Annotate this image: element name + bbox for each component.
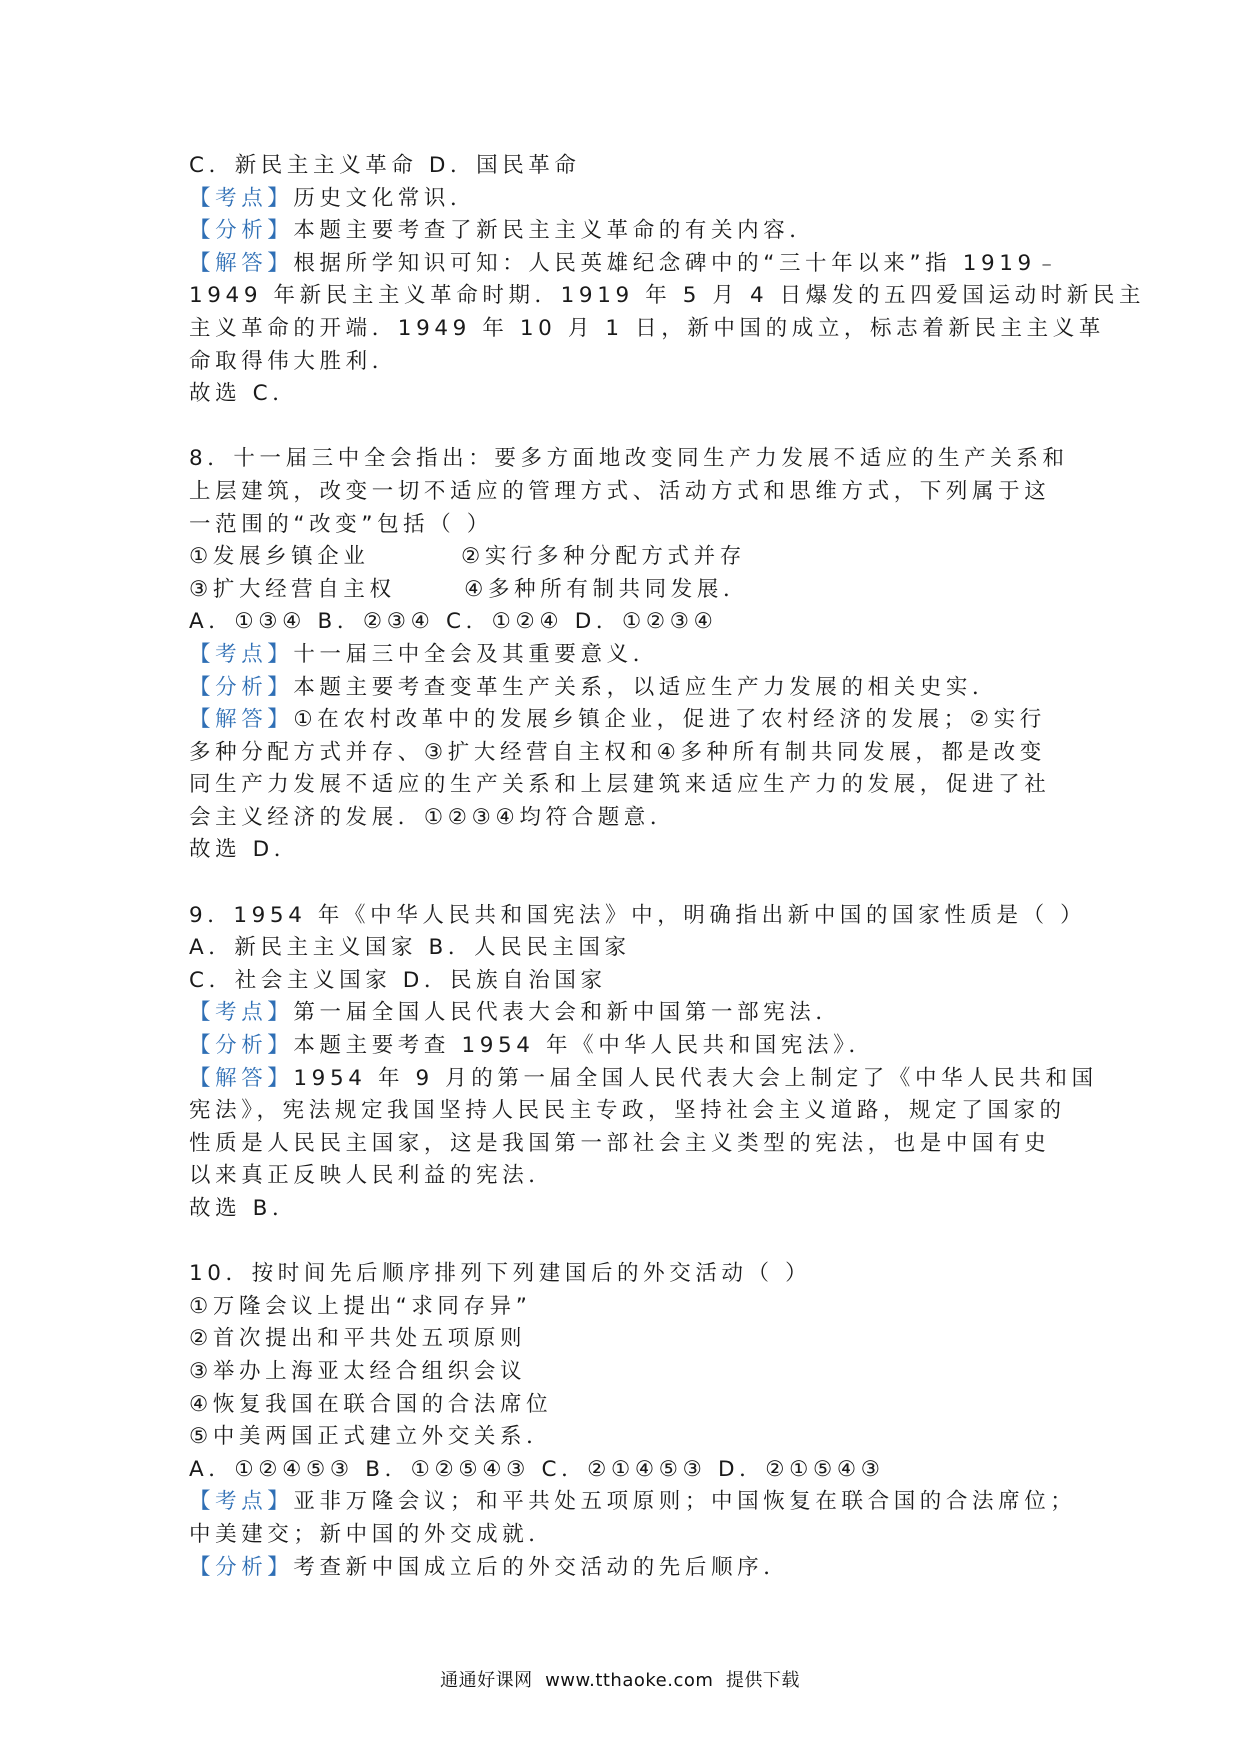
q9-options-cd: C．社会主义国家 D．民族自治国家 (189, 967, 607, 993)
document-body (189, 150, 1146, 1584)
spacer (189, 867, 1059, 900)
q8-stem-line-2: 上层建筑，改变一切不适应的管理方式、活动方式和思维方式，下列属于这 (189, 478, 1051, 504)
q9-options-ab: A．新民主主义国家 B．人民民主国家 (189, 935, 631, 961)
q8-fenxi-text: 本题主要考查变革生产关系，以适应生产力发展的相关史实． (293, 674, 999, 700)
q8-item-line-2: ③扩大经营自主权 ④多种所有制共同发展． (189, 576, 750, 602)
q10-fenxi (189, 1552, 1059, 1585)
q8-fenxi (189, 672, 1059, 705)
q9-kaodian (189, 997, 1059, 1030)
q7-answer: 故选 C． (189, 381, 299, 407)
kaodian-tag: 【考点】 (189, 641, 294, 667)
q8-kaodian (189, 639, 1059, 672)
fenxi-tag: 【分析】 (189, 218, 294, 244)
q8-answer: 故选 D． (189, 837, 300, 863)
q7-jieda-line-2: 1949 年新民主主义革命时期．1919 年 5 月 4 日爆发的五四爱国运动时新民主 (189, 283, 1146, 309)
q7-jieda-line-3: 主义革命的开端．1949 年 10 月 1 日，新中国的成立，标志着新民主主义革 (189, 315, 1105, 341)
jieda-tag: 【解答】 (189, 250, 294, 276)
kaodian-tag: 【考点】 (189, 185, 294, 211)
q8-jieda-line-4: 会主义经济的发展．①②③④均符合题意． (189, 804, 676, 830)
q7-fenxi (189, 215, 1059, 248)
q9-jieda-line-3: 性质是人民民主国家，这是我国第一部社会主义类型的宪法，也是中国有史 (189, 1130, 1051, 1156)
q10-item-2: ②首次提出和平共处五项原则 (189, 1326, 527, 1352)
jieda-tag: 【解答】 (189, 1065, 294, 1091)
q7-jieda-text-1: 根据所学知识可知：人民英雄纪念碑中的“三十年以来”指 1919﹣ (293, 250, 1062, 276)
q10-item-5: ⑤中美两国正式建立外交关系． (189, 1424, 553, 1450)
q8-jieda (189, 704, 1059, 737)
q9-stem: 9．1954 年《中华人民共和国宪法》中，明确指出新中国的国家性质是（ ） (189, 902, 1087, 928)
q9-kaodian-text: 第一届全国人民代表大会和新中国第一部宪法． (293, 1000, 842, 1026)
q10-item-3: ③举办上海亚太经合组织会议 (189, 1358, 527, 1384)
q8-jieda-text-1: ①在农村改革中的发展乡镇企业，促进了农村经济的发展；②实行 (293, 707, 1046, 733)
jieda-tag: 【解答】 (189, 707, 294, 733)
kaodian-tag: 【考点】 (189, 1489, 294, 1515)
q9-jieda-line-2: 宪法》，宪法规定我国坚持人民民主专政，坚持社会主义道路，规定了国家的 (189, 1098, 1066, 1124)
fenxi-tag: 【分析】 (189, 674, 294, 700)
q10-options: A．①②④⑤③ B．①②⑤④③ C．②①④⑤③ D．②①⑤④③ (189, 1456, 885, 1482)
q7-jieda-line-4: 命取得伟大胜利． (189, 348, 398, 374)
q7-kaodian (189, 183, 1059, 216)
q7-kaodian-text: 历史文化常识． (293, 185, 477, 211)
q9-fenxi-text: 本题主要考查 1954 年《中华人民共和国宪法》． (293, 1033, 875, 1059)
q10-kaodian-text-1: 亚非万隆会议；和平共处五项原则；中国恢复在联合国的合法席位； (293, 1489, 1077, 1515)
q7-jieda (189, 248, 1062, 281)
q9-jieda (189, 1063, 1098, 1096)
kaodian-tag: 【考点】 (189, 1000, 294, 1026)
q10-kaodian-line-2: 中美建交；新中国的外交成就． (189, 1521, 555, 1547)
q8-stem-line-1: 8．十一届三中全会指出：要多方面地改变同生产力发展不适应的生产关系和 (189, 446, 1069, 472)
q8-stem-line-3: 一范围的“改变”包括（ ） (189, 511, 493, 537)
q10-stem: 10．按时间先后顺序排列下列建国后的外交活动（ ） (189, 1261, 812, 1287)
fenxi-tag: 【分析】 (189, 1554, 294, 1580)
spacer (189, 1226, 1059, 1259)
q9-jieda-text-1: 1954 年 9 月的第一届全国人民代表大会上制定了《中华人民共和国 (293, 1065, 1098, 1091)
q8-jieda-line-3: 同生产力发展不适应的生产关系和上层建筑来适应生产力的发展，促进了社 (189, 772, 1051, 798)
q9-jieda-line-4: 以来真正反映人民利益的宪法． (189, 1163, 555, 1189)
q9-fenxi (189, 1030, 1059, 1063)
q8-item-line-1: ①发展乡镇企业 ②实行多种分配方式并存 (189, 544, 746, 570)
q10-item-1: ①万隆会议上提出“求同存异” (189, 1293, 532, 1319)
q10-kaodian (189, 1486, 1077, 1519)
q9-answer: 故选 B． (189, 1196, 299, 1221)
q8-jieda-line-2: 多种分配方式并存、③扩大经营自主权和④多种所有制共同发展，都是改变 (189, 739, 1046, 765)
q10-fenxi-text: 考查新中国成立后的外交活动的先后顺序． (293, 1554, 790, 1580)
spacer (189, 411, 1059, 444)
q10-item-4: ④恢复我国在联合国的合法席位 (189, 1391, 553, 1417)
page-footer: 通通好课网 www.tthaoke.com 提供下载 (440, 1670, 800, 1691)
q8-options: A．①③④ B．②③④ C．①②④ D．①②③④ (189, 609, 718, 635)
q7-options-cd: C．新民主主义革命 D．国民革命 (189, 153, 581, 178)
fenxi-tag: 【分析】 (189, 1033, 294, 1059)
q7-fenxi-text: 本题主要考查了新民主主义革命的有关内容． (293, 218, 816, 244)
q8-kaodian-text: 十一届三中全会及其重要意义． (293, 641, 659, 667)
